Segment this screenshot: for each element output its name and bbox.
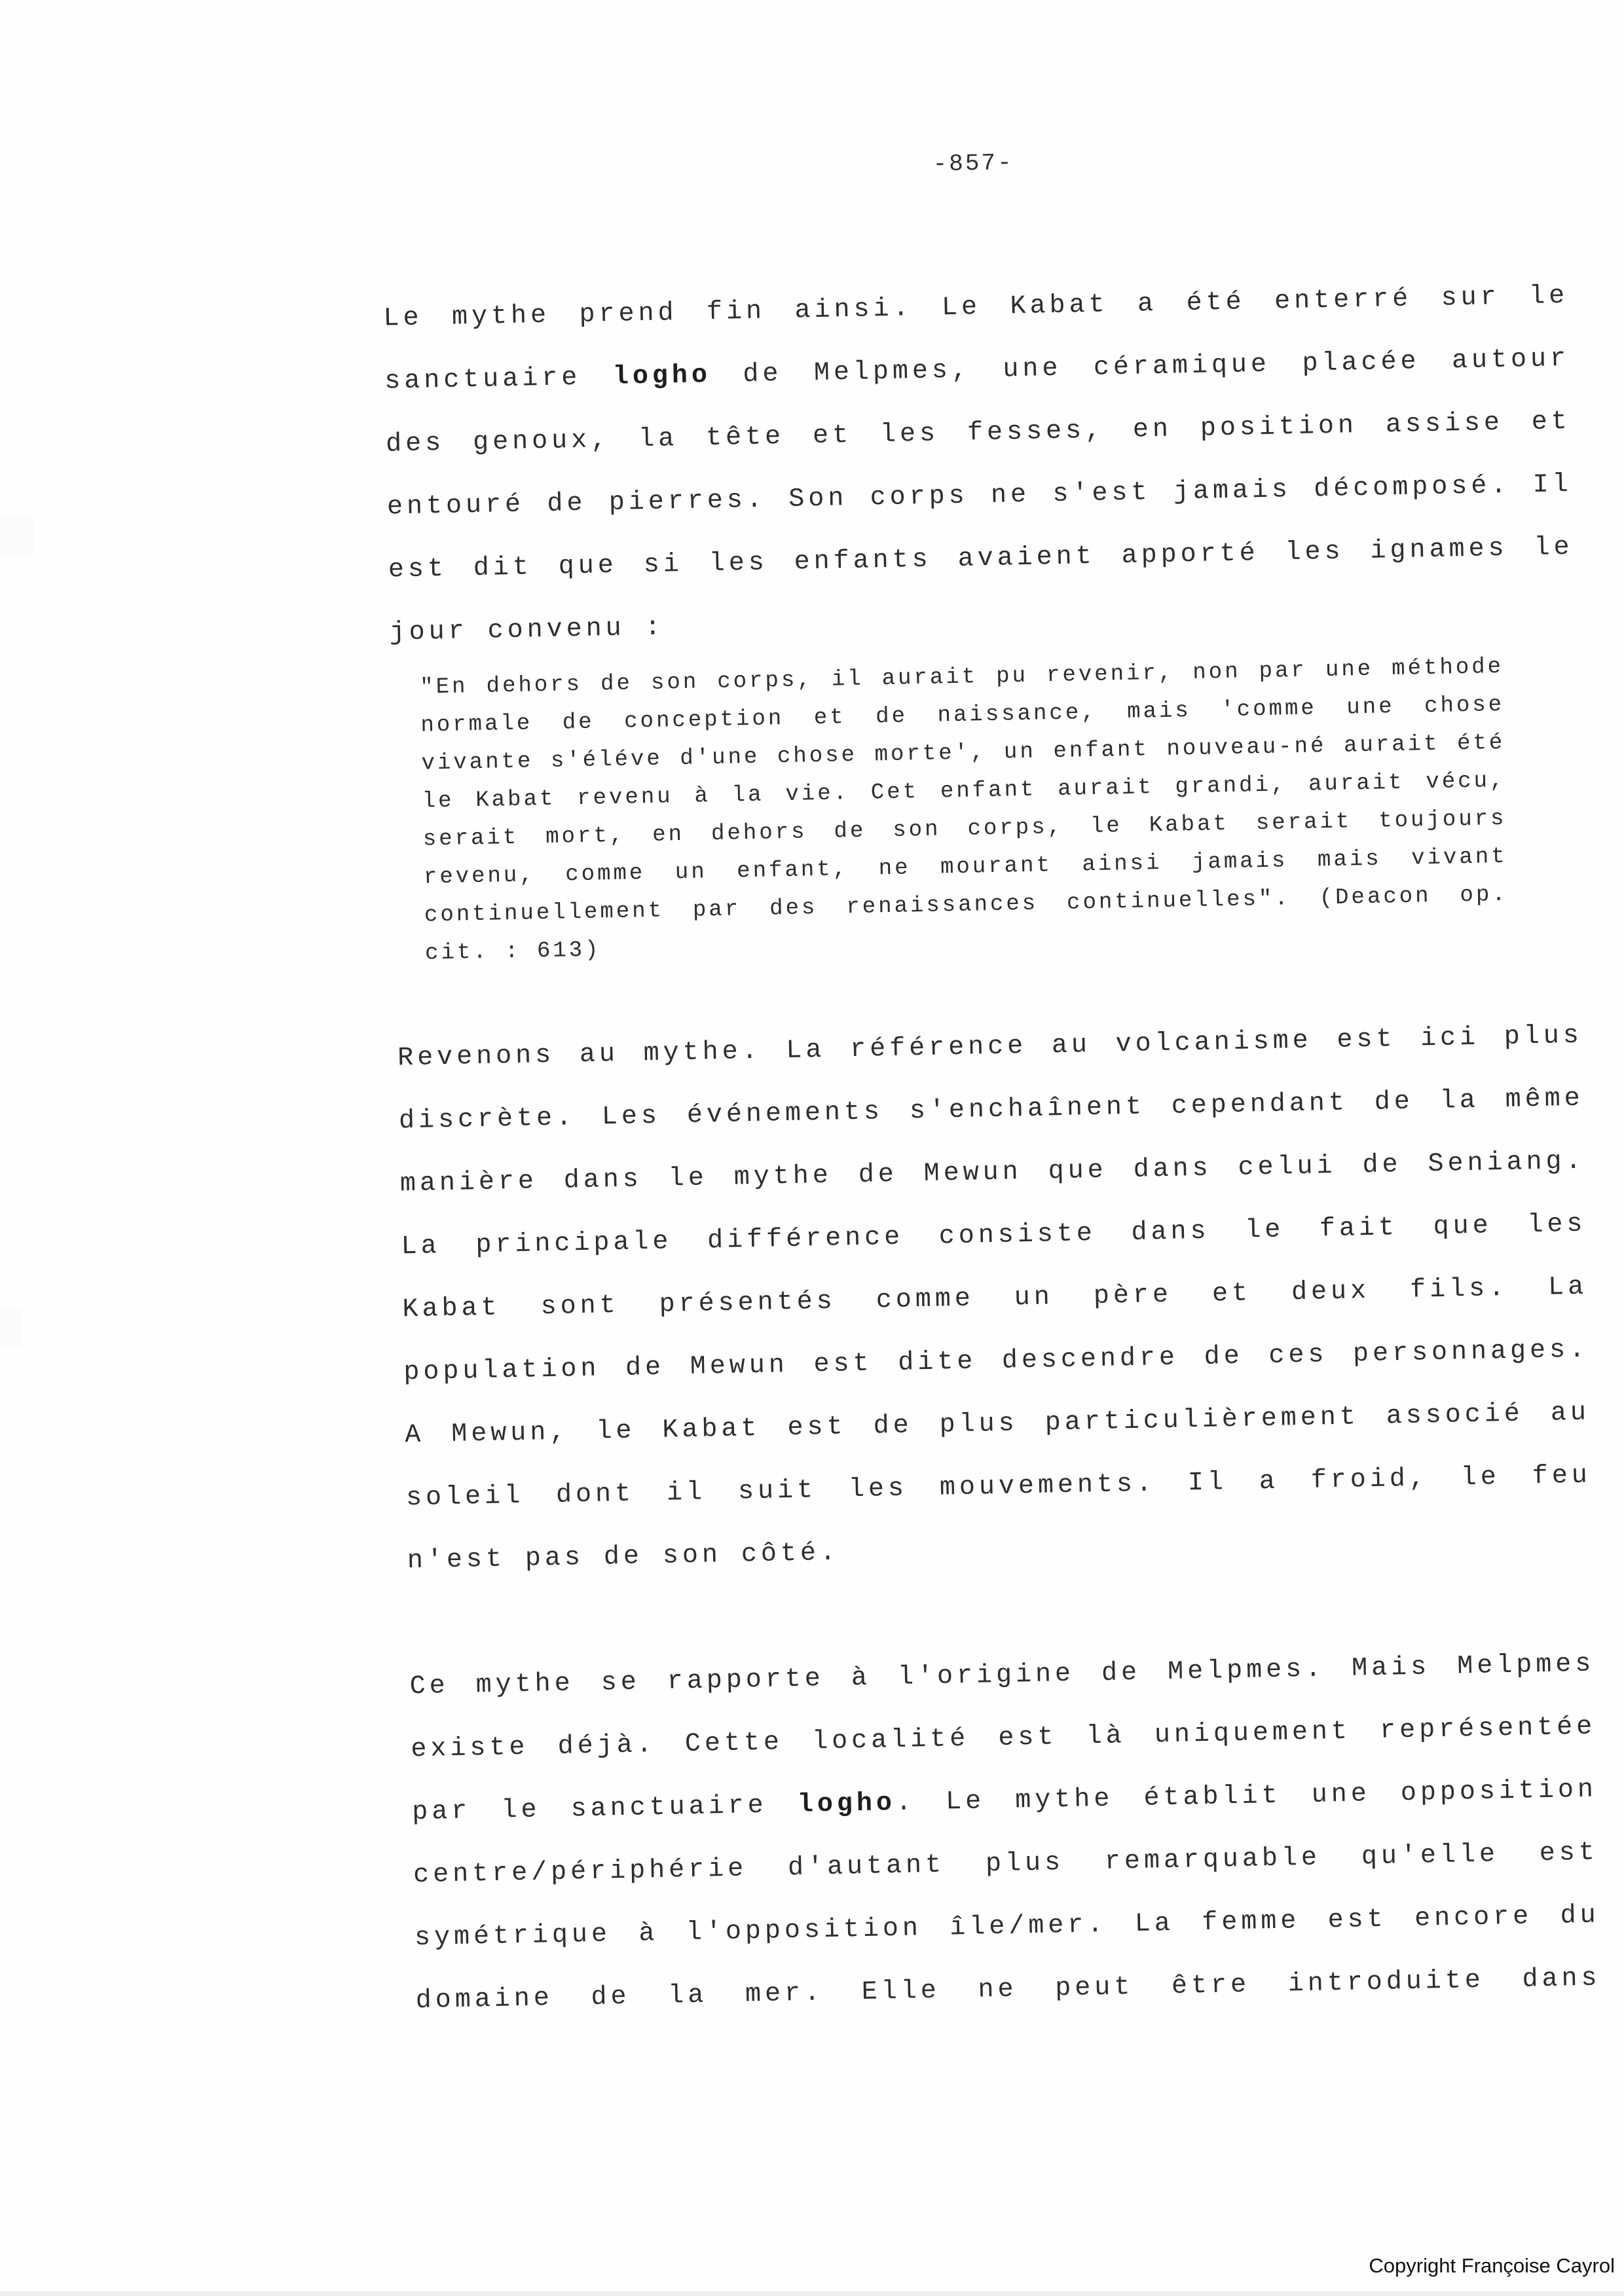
body-line: Ce mythe se rapporte à l'origine de Melpmes. Mais Melpmes bbox=[409, 1649, 1595, 1702]
quote-line: normale de conception et de naissance, mais 'comme une chose bbox=[420, 692, 1505, 738]
paragraph-3 bbox=[409, 1633, 1602, 2033]
quote-line: "En dehors de son corps, il aurait pu revenir, non par une méthode bbox=[419, 654, 1504, 701]
quote-line: revenu, comme un enfant, ne mourant ainsi jamais mais vivant bbox=[423, 844, 1507, 890]
typewritten-text-block bbox=[378, 0, 1607, 2296]
body-line: manière dans le mythe de Mewun que dans celui de Seniang. bbox=[399, 1146, 1585, 1199]
quote-line: vivante s'éléve d'une chose morte', un enfant nouveau-né aurait été bbox=[421, 730, 1505, 776]
body-line: soleil dont il suit les mouvements. Il a froid, le feu bbox=[405, 1461, 1592, 1514]
body-line: A Mewun, le Kabat est de plus particulièrement associé au bbox=[404, 1398, 1591, 1451]
quote-line: continuellement par des renaissances continuelles". (Deacon op. bbox=[424, 882, 1509, 928]
bottom-scan-edge bbox=[0, 2291, 1624, 2296]
body-line: centre/périphérie d'autant plus remarquable qu'elle est bbox=[413, 1838, 1599, 1891]
body-line-segment: sanctuaire bbox=[384, 362, 614, 397]
copyright-notice: Copyright Françoise Cayrol bbox=[1369, 2254, 1615, 2277]
scan-artifact bbox=[0, 517, 34, 556]
body-line: La principale différence consiste dans le fait que les bbox=[401, 1209, 1587, 1262]
quote-line: le Kabat revenu à la vie. Cet enfant aurait grandi, aurait vécu, bbox=[422, 768, 1506, 814]
paragraph-1 bbox=[383, 265, 1576, 665]
body-line-segment: . Le mythe établit une opposition bbox=[895, 1775, 1598, 1819]
body-line-segment: par le sanctuaire bbox=[411, 1790, 798, 1828]
bold-term-logho: logho bbox=[612, 361, 712, 392]
page-number: -857- bbox=[932, 149, 1014, 178]
bold-term-logho: logho bbox=[797, 1789, 896, 1820]
body-line: Le mythe prend fin ainsi. Le Kabat a été enterré sur le bbox=[383, 281, 1569, 334]
body-line: existe déjà. Cette localité est là uniquement représentée bbox=[411, 1712, 1596, 1765]
body-line-segment: de Melpmes, une céramique placée autour bbox=[710, 344, 1570, 391]
body-line: Revenons au mythe. La référence au volcanisme est ici plus bbox=[397, 1021, 1583, 1074]
body-line: entouré de pierres. Son corps ne s'est jamais décomposé. Il bbox=[386, 469, 1573, 522]
block-quote bbox=[420, 648, 1509, 973]
body-line: domaine de la mer. Elle ne peut être introduite dans bbox=[415, 1963, 1601, 2016]
body-line: discrète. Les événements s'enchaînent cependant de la même bbox=[398, 1084, 1585, 1137]
body-line: Kabat sont présentés comme un père et deux fils. La bbox=[402, 1272, 1588, 1325]
body-line: des genoux, la tête et les fesses, en position assise et bbox=[385, 407, 1572, 460]
paragraph-2 bbox=[397, 1005, 1593, 1594]
quote-line: serait mort, en dehors de son corps, le Kabat serait toujours bbox=[422, 806, 1507, 852]
quote-line: cit. : 613) bbox=[424, 938, 601, 966]
scan-artifact bbox=[0, 1309, 22, 1346]
body-line: population de Mewun est dite descendre de ces personnages. bbox=[403, 1335, 1589, 1388]
body-line: n'est pas de son côté. bbox=[407, 1538, 840, 1576]
body-line: est dit que si les enfants avaient apporté les ignames le bbox=[388, 532, 1574, 585]
body-line: jour convenu : bbox=[389, 613, 665, 648]
body-line: symétrique à l'opposition île/mer. La femme est encore du bbox=[414, 1901, 1600, 1954]
